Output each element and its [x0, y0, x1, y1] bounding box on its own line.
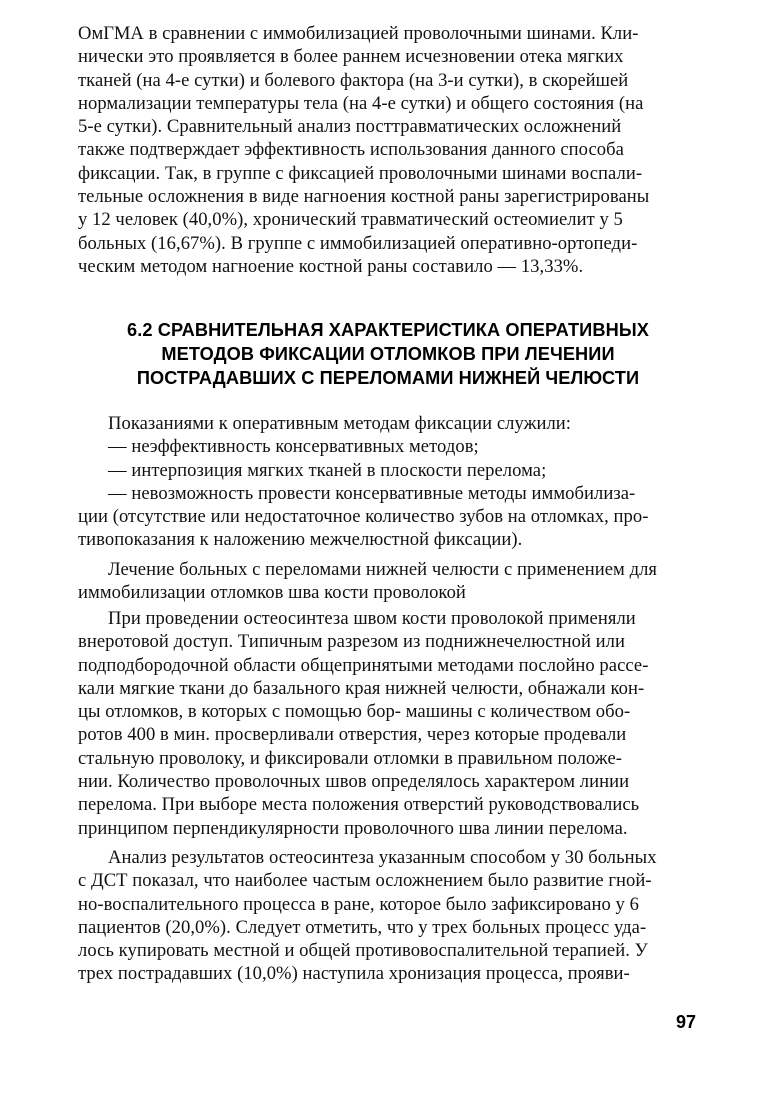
text-line: Лечение больных с переломами нижней челюсти с применением для [108, 559, 658, 580]
heading-line: ПОСТРАДАВШИХ С ПЕРЕЛОМАМИ НИЖНЕЙ ЧЕЛЮСТИ [136, 368, 640, 388]
text-line: При проведении остеосинтеза швом кости проволокой применяли [108, 608, 636, 629]
text-line: трех пострадавших (10,0%) наступила хронизация процесса, прояви- [78, 963, 630, 985]
text-line: иммобилизации отломков шва кости проволокой [78, 582, 466, 604]
paragraph-treatment [78, 558, 698, 605]
section-heading [78, 318, 698, 390]
text-line: — неэффективность консервативных методов; [108, 436, 479, 458]
text-line: тельные осложнения в виде нагноения костной раны зарегистрированы [78, 186, 650, 208]
page-number: 97 [676, 1012, 697, 1032]
text-line: подподбородочной области общепринятыми методами послойно рассе- [78, 654, 649, 676]
text-line: 5-е сутки). Сравнительный анализ посттравматических осложнений [78, 116, 622, 138]
text-line: пациентов (20,0%). Следует отметить, что у трех больных процесс уда- [78, 916, 647, 938]
text-line: тивопоказания к наложению межчелюстной фиксации). [78, 529, 523, 551]
text-line: ОмГМА в сравнении с иммобилизацией проволочными шинами. Кли- [78, 23, 639, 44]
text-line: ции (отсутствие или недостаточное количество зубов на отломках, про- [78, 506, 649, 528]
paragraph-indications [78, 412, 698, 552]
text-line: принципом перпендикулярности проволочного шва линии перелома. [78, 817, 628, 839]
text-line: перелома. При выборе места положения отверстий руководствовались [78, 794, 640, 816]
text-line: у 12 человек (40,0%), хронический травматический остеомиелит у 5 [78, 209, 623, 231]
text-line: стальную проволоку, и фиксировали отломки в правильном положе- [78, 747, 623, 769]
text-line: нически это проявляется в более раннем исчезновении отека мягких [78, 46, 624, 68]
text-line: больных (16,67%). В группе с иммобилизацией оперативно-ортопеди- [78, 232, 638, 254]
heading-line: 6.2 СРАВНИТЕЛЬНАЯ ХАРАКТЕРИСТИКА ОПЕРАТИВНЫХ [127, 320, 649, 340]
text-line: — невозможность провести консервативные методы иммобилиза- [108, 482, 636, 504]
text-line: Анализ результатов остеосинтеза указанным способом у 30 больных [108, 847, 657, 868]
paragraph-analysis [78, 846, 698, 986]
text-line: фиксации. Так, в группе с фиксацией проволочными шинами воспали- [78, 162, 643, 184]
heading-line: МЕТОДОВ ФИКСАЦИИ ОТЛОМКОВ ПРИ ЛЕЧЕНИИ [161, 344, 615, 364]
text-line: внеротовой доступ. Типичным разрезом из поднижнечелюстной или [78, 631, 626, 653]
text-line: но-воспалительного процесса в ране, которое было зафиксировано у 6 [78, 893, 639, 915]
text-line: цы отломков, в которых с помощью бор- машины с количеством обо- [78, 701, 631, 723]
text-line: ческим методом нагноение костной раны составило — 13,33%. [78, 255, 584, 277]
text-line: нии. Количество проволочных швов определялось характером линии [78, 771, 630, 793]
text-line: — интерпозиция мягких тканей в плоскости перелома; [108, 459, 547, 481]
paragraph-osteosynthesis [78, 607, 698, 840]
text-line: нормализации температуры тела (на 4-е сутки) и общего состояния (на [78, 92, 644, 114]
text-line: Показаниями к оперативным методам фиксации служили: [108, 413, 572, 434]
text-line: также подтверждает эффективность использования данного способа [78, 139, 624, 161]
paragraph-continuation [78, 22, 698, 278]
text-line: лось купировать местной и общей противовоспалительной терапией. У [78, 940, 648, 962]
text-line: ротов 400 в мин. просверливали отверстия, через которые продевали [78, 724, 627, 746]
text-line: кали мягкие ткани до базального края нижней челюсти, обнажали кон- [78, 677, 645, 699]
text-line: тканей (на 4-е сутки) и болевого фактора (на 3-и сутки), в скорейшей [78, 69, 629, 91]
text-line: с ДСТ показал, что наиболее частым осложнением было развитие гной- [78, 870, 652, 892]
